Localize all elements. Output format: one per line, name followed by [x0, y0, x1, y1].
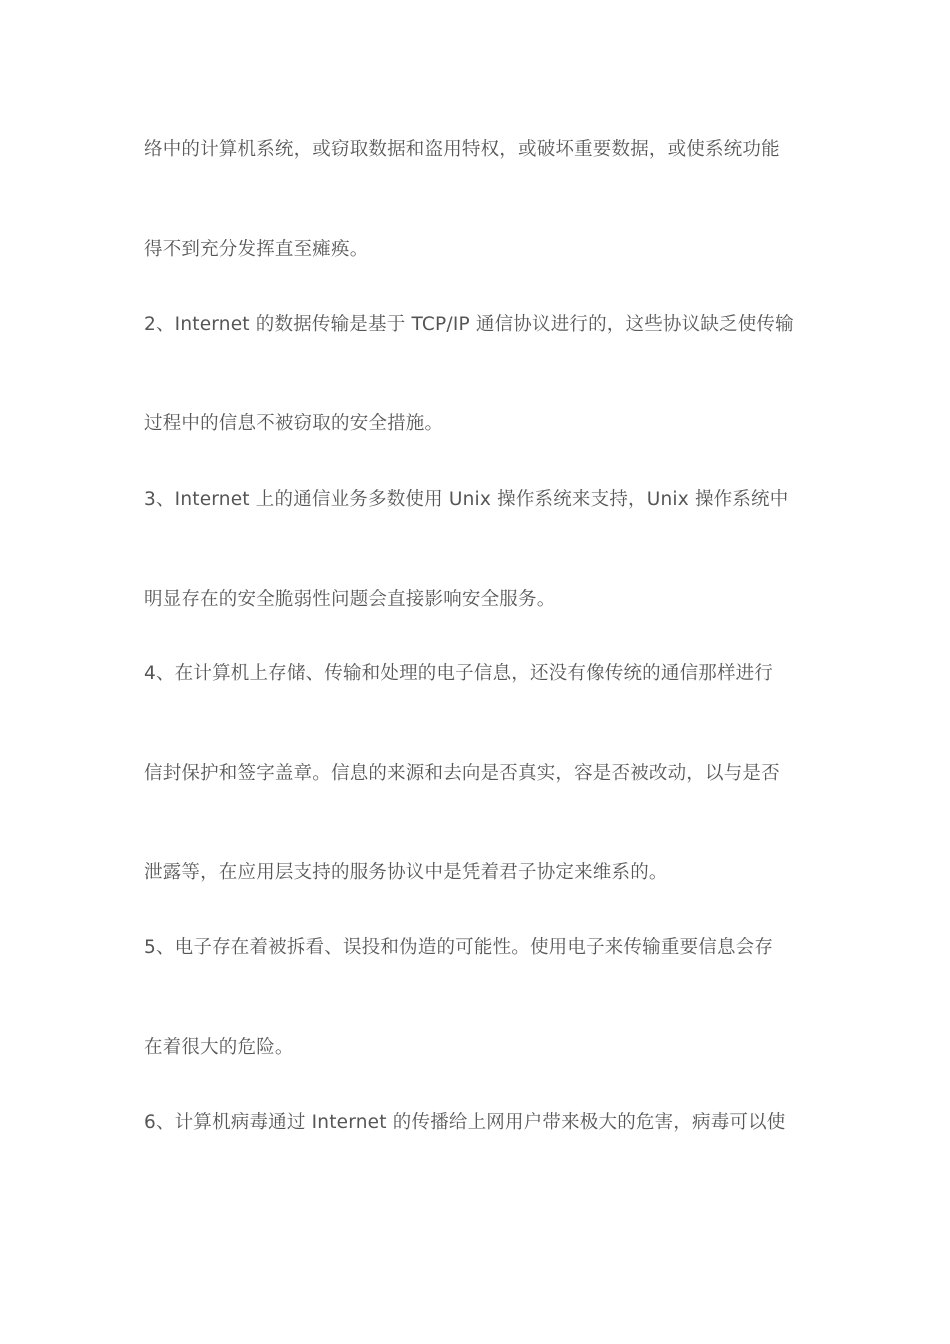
text-line-5: 3、Internet 上的通信业务多数使用 Unix 操作系统来支持，Unix 操作系统中	[144, 489, 789, 510]
text-line-2: 得不到充分发挥直至瘫痪。	[144, 239, 369, 260]
text-line-1: 络中的计算机系统，或窃取数据和盗用特权，或破坏重要数据，或使系统功能	[144, 139, 780, 160]
text-line-9: 泄露等，在应用层支持的服务协议中是凭着君子协定来维系的。	[144, 862, 668, 883]
text-line-7: 4、在计算机上存储、传输和处理的电子信息，还没有像传统的通信那样进行	[144, 663, 774, 684]
text-line-3: 2、Internet 的数据传输是基于 TCP/IP 通信协议进行的，这些协议缺乏使传输	[144, 314, 794, 335]
text-line-10: 5、电子存在着被拆看、误投和伪造的可能性。使用电子来传输重要信息会存	[144, 937, 774, 958]
text-line-8: 信封保护和签字盖章。信息的来源和去向是否真实，容是否被改动，以与是否	[144, 763, 780, 784]
text-line-12: 6、计算机病毒通过 Internet 的传播给上网用户带来极大的危害，病毒可以使	[144, 1112, 786, 1133]
text-line-6: 明显存在的安全脆弱性问题会直接影响安全服务。	[144, 589, 556, 610]
text-line-11: 在着很大的危险。	[144, 1037, 294, 1058]
text-line-4: 过程中的信息不被窃取的安全措施。	[144, 413, 444, 434]
